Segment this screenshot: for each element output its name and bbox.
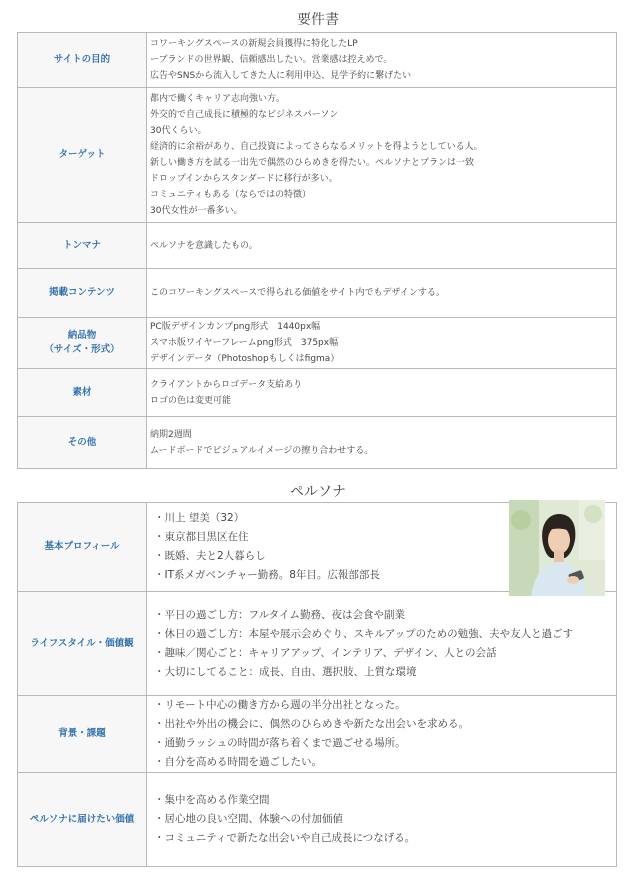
persona-value-line: ・平日の過ごし方：フルタイム勤務、夜は会食や副業 [154,608,405,621]
requirements-value-line: ペルソナを意識したもの。 [150,240,258,251]
requirements-value-line: 納期2週間 [150,429,192,440]
requirements-label-text: 素材 [72,386,92,398]
requirements-row-label [18,369,147,417]
requirements-row-label [18,33,147,88]
requirements-row-label [18,269,147,318]
persona-value-line: ・通勤ラッシュの時間が落ち着くまで過ごせる場所。 [154,737,406,749]
persona-row [18,696,617,773]
persona-row-label [18,592,147,696]
persona-value-line: ・川上 望美（32） [154,512,245,524]
requirements-label-text: （サイズ・形式） [44,344,120,355]
requirements-label-text: その他 [67,436,97,448]
persona-value-line: ・既婚、夫と2人暮らし [154,550,266,562]
persona-label-text: ライフスタイル・価値観 [30,637,134,649]
persona-value-line: ・居心地の良い空間、体験への付加価値 [154,813,343,825]
requirements-value-line: 30代くらい。 [150,126,207,136]
persona-label-text: 背景・課題 [58,728,106,739]
requirements-row-value [147,88,617,223]
requirements-value-line: ドロップインからスタンダードに移行が多い。 [150,174,338,184]
requirements-label-text: サイトの目的 [53,54,111,65]
requirements-row [18,369,617,417]
persona-row-value [147,592,617,696]
requirements-value-line: クライアントからロゴデータ支給あり [150,379,303,390]
requirements-row [18,33,617,88]
persona-value-line: ・出社や外出の機会に、偶然のひらめきや新たな出会いを求める。 [154,718,469,730]
persona-value-line: ・休日の過ごし方：本屋や展示会めぐり、スキルアップのための勉強、夫や友人と過ごす [154,627,574,640]
persona-row [18,773,617,867]
requirements-row-label [18,318,147,369]
persona-value-line: ・IT系メガベンチャー勤務。8年目。広報部部長 [154,569,380,581]
persona-row-value [147,696,617,773]
requirements-row [18,269,617,318]
requirements-row-value [147,318,617,369]
requirements-row-value [147,269,617,318]
requirements-label-text: 掲載コンテンツ [48,287,116,298]
requirements-row-value [147,417,617,469]
requirements-row-value [147,33,617,88]
persona-value-line: ・集中を高める作業空間 [154,794,270,806]
requirements-label-text: 納品物 [67,330,97,341]
requirements-value-line: ロゴの色は変更可能 [150,395,232,406]
requirements-value-line: コワーキングスペースの新規会員獲得に特化したLP [150,39,358,49]
requirements-value-line: 新しい働き方を試る一出先で偶然のひらめきを得たい。ペルソナとプランは一致 [150,158,475,168]
persona-row [18,592,617,696]
requirements-value-line: デザインデータ（Photoshopもしくはfigma） [150,354,340,364]
requirements-value-line: 経済的に余裕があり、自己投資によってさらなるメリットを得ようとしている人。 [150,142,483,152]
requirements-row-label [18,223,147,269]
requirements-value-line: コミュニティもある（ならではの特徴） [150,190,312,200]
persona-label-text: 基本プロフィール [44,541,120,552]
requirements-row-label [18,417,147,469]
persona-label-text: ペルソナに届けたい価値 [29,813,135,825]
requirements-row-value [147,223,617,269]
requirements-label-text: トンマナ [62,239,101,251]
requirements-value-line: 都内で働くキャリア志向強い方。 [150,94,286,104]
requirements-value-line: 外交的で自己成長に積極的なビジネスパーソン [150,110,339,120]
persona-value-line: ・コミュニティで新たな出会いや自己成長につなげる。 [154,832,416,844]
persona-value-line: ・趣味／関心ごと：キャリアアップ、インテリア、デザイン、人との会話 [154,646,497,659]
persona-value-line: ・自分を高める時間を過ごしたい。 [154,756,322,768]
persona-value-line: ・リモート中心の働き方から週の半分出社となった。 [154,699,406,711]
requirements-value-line: PC版デザインカンプpng形式 1440px幅 [150,322,321,332]
requirements-value-line: スマホ版ワイヤーフレームpng形式 375px幅 [150,338,339,348]
persona-row-label [18,773,147,867]
requirements-value-line: ムードボードでビジュアルイメージの擦り合わせする。 [150,445,374,456]
requirements-value-line: 30代女性が一番多い。 [150,206,243,216]
requirements-value-line: ーブランドの世界観、信頼感出したい。営業感は控えめで。 [150,55,393,65]
requirements-table [17,32,617,469]
requirements-row [18,88,617,223]
persona-row-value [147,773,617,867]
persona-row-label [18,503,147,592]
requirements-value-line: 広告やSNSから流入してきた人に利用申込、見学予約に繋げたい [150,71,412,81]
requirements-row-label [18,88,147,223]
persona-value-line: ・東京都目黒区在住 [154,531,249,543]
requirements-row-value [147,369,617,417]
requirements-title: 要件書 [297,12,339,28]
persona-photo [509,500,605,596]
persona-value-line: ・大切にしてること：成長、自由、選択肢、上質な環境 [154,665,417,678]
requirements-row [18,318,617,369]
requirements-value-line: このコワーキングスペースで得られる価値をサイト内でもデザインする。 [150,288,445,298]
requirements-label-text: ターゲット [58,149,106,160]
requirements-row [18,417,617,469]
persona-title: ペルソナ [290,484,346,500]
persona-row-label [18,696,147,773]
requirements-row [18,223,617,269]
